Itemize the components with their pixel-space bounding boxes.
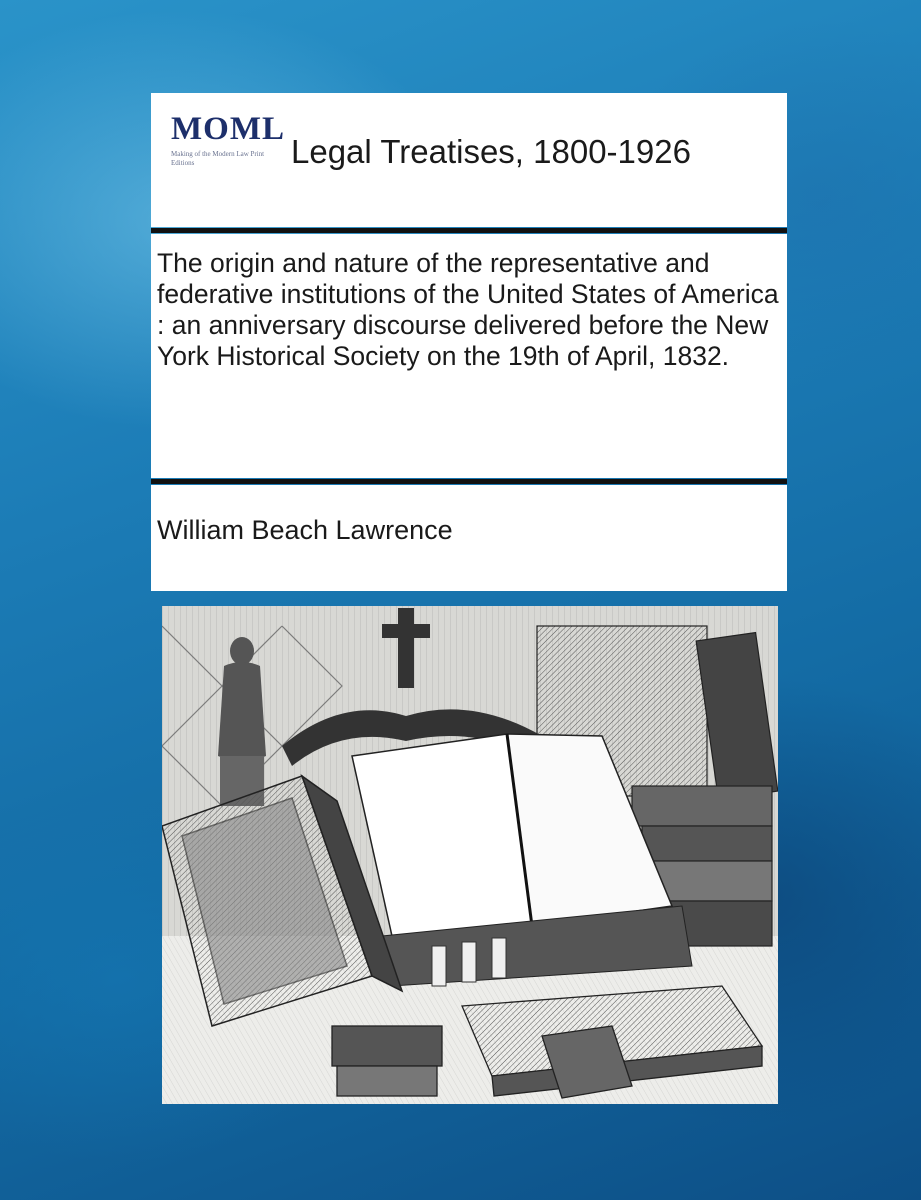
book-title: The origin and nature of the representative and federative institutions of the United States of America : an anniversary discourse delivered before the New York Historical Society on the 19th of April, 1832. [157,248,779,371]
series-title: Legal Treatises, 1800-1926 [291,133,691,170]
author-panel [151,485,787,591]
divider-rule [151,228,787,233]
engraving-of-books-and-lectern-icon [162,606,778,1104]
series-banner [151,93,787,227]
logo-text: MOML [171,111,285,147]
divider-rule [151,479,787,484]
book-author: William Beach Lawrence [157,515,453,545]
moml-logo [171,111,283,201]
logo-subtext: Making of the Modern Law Print Editions [171,150,265,167]
title-panel [151,234,787,478]
